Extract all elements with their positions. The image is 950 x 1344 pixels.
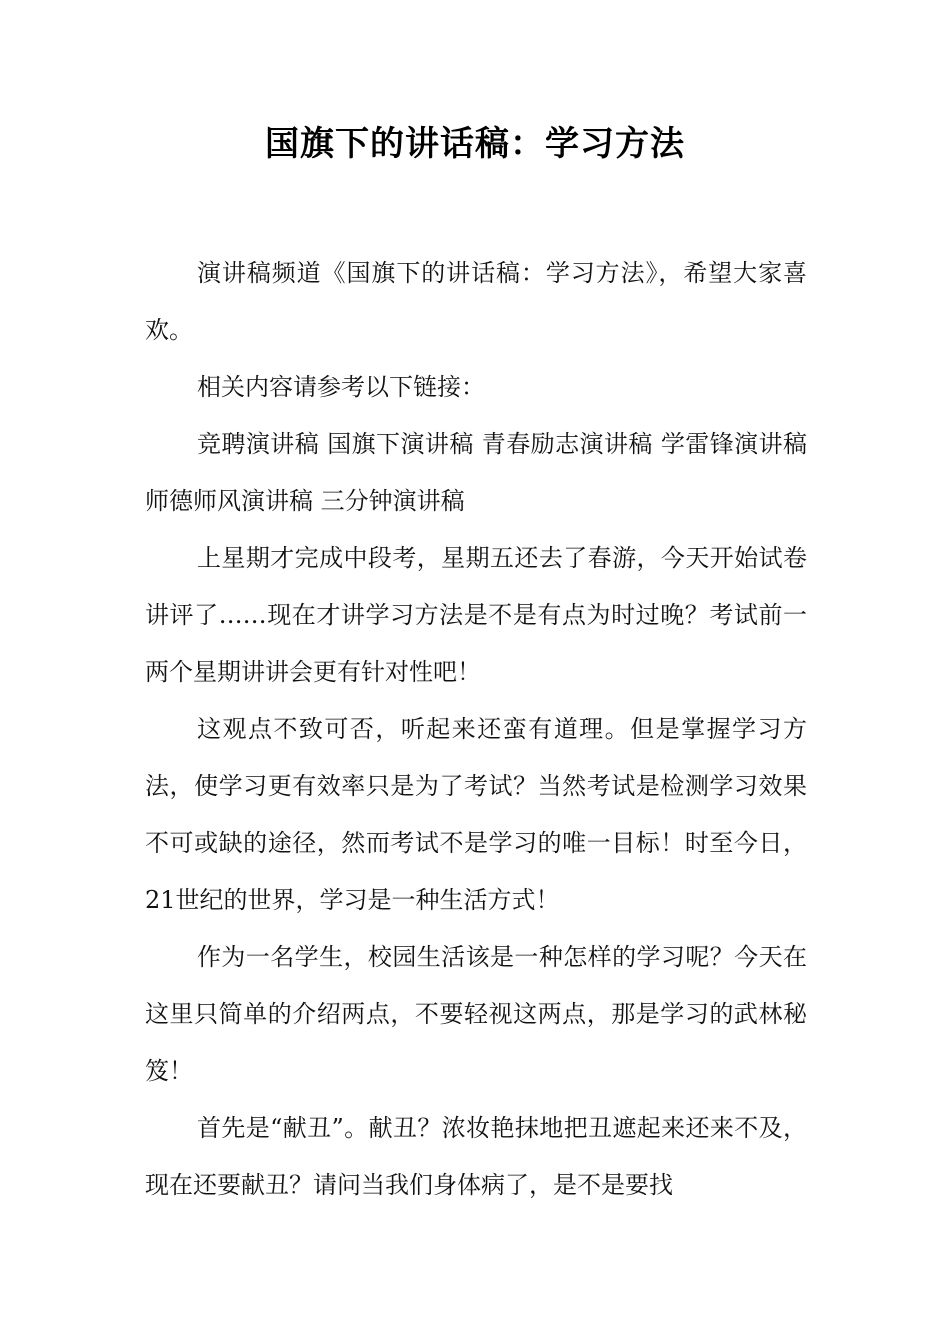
paragraph-related-links: 竞聘演讲稿 国旗下演讲稿 青春励志演讲稿 学雷锋演讲稿 师德师风演讲稿 三分钟演讲稿: [145, 430, 807, 515]
paragraph-body-3: 作为一名学生，校园生活该是一种怎样的学习呢？今天在这里只简单的介绍两点，不要轻视这两点，那是学习的武林秘笈！: [145, 943, 807, 1085]
paragraph-body-4: 首先是“献丑”。献丑？浓妆艳抹地把丑遮起来还来不及，现在还要献丑？请问当我们身体病了，是不是要找: [145, 1114, 807, 1199]
paragraph-related-links-label: 相关内容请参考以下链接：: [197, 373, 485, 401]
page-title: 国旗下的讲话稿：学习方法: [265, 124, 685, 164]
paragraph-body-2: 这观点不致可否，听起来还蛮有道理。但是掌握学习方法，使学习更有效率只是为了考试？当然考试是检测学习效果不可或缺的途径，然而考试不是学习的唯一目标！时至今日，21世纪的世界，学习是一种生活方式！: [145, 715, 807, 914]
paragraph-body-1: 上星期才完成中段考，星期五还去了春游，今天开始试卷讲评了……现在才讲学习方法是不是有点为时过晚？考试前一两个星期讲讲会更有针对性吧！: [145, 544, 807, 686]
paragraph-intro: 演讲稿频道《国旗下的讲话稿：学习方法》，希望大家喜欢。: [145, 259, 807, 344]
document-body: [145, 245, 807, 1214]
